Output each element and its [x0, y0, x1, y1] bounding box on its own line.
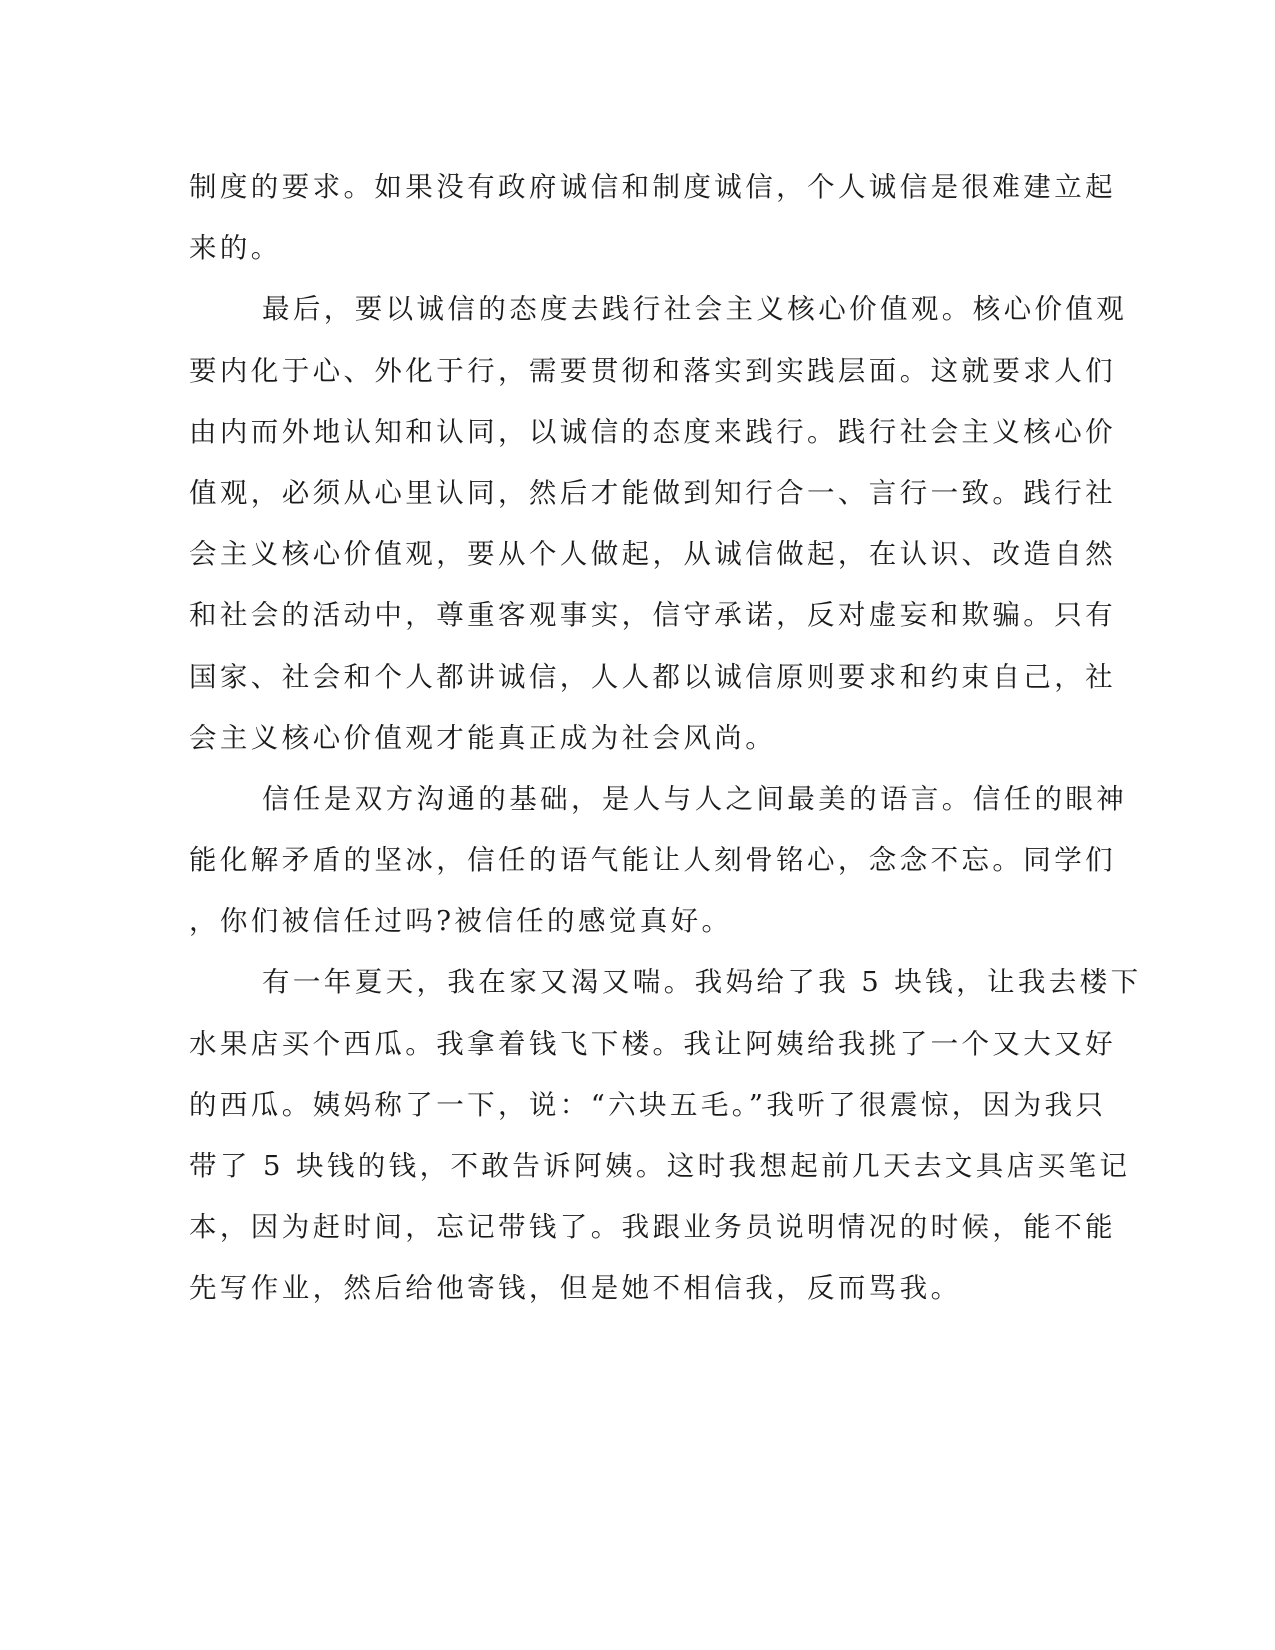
- text-line: 的西瓜。姨妈称了一下，说：“六块五毛。”我听了很震惊，因为我只: [189, 1088, 1107, 1121]
- text-line: 会主义核心价值观，要从个人做起，从诚信做起，在认识、改造自然: [189, 538, 1116, 571]
- text-line: 水果店买个西瓜。我拿着钱飞下楼。我让阿姨给我挑了一个又大又好: [189, 1027, 1116, 1060]
- text-line: 要内化于心、外化于行，需要贯彻和落实到实践层面。这就要求人们: [189, 354, 1116, 387]
- text-line: 先写作业，然后给他寄钱，但是她不相信我，反而骂我。: [189, 1272, 962, 1305]
- text-line: 有一年夏天，我在家又渴又喘。我妈给了我 5 块钱，让我去楼下: [262, 966, 1142, 999]
- text-line: 会主义核心价值观才能真正成为社会风尚。: [189, 721, 777, 754]
- text-line: 国家、社会和个人都讲诚信，人人都以诚信原则要求和约束自己，社: [189, 660, 1116, 693]
- text-line: 和社会的活动中，尊重客观事实，信守承诺，反对虚妄和欺骗。只有: [189, 599, 1116, 632]
- text-line: 制度的要求。如果没有政府诚信和制度诚信，个人诚信是很难建立起: [189, 171, 1116, 203]
- text-line: 值观，必须从心里认同，然后才能做到知行合一、言行一致。践行社: [189, 476, 1116, 509]
- text-line: ，你们被信任过吗?被信任的感觉真好。: [189, 905, 733, 938]
- text-line: 带了 5 块钱的钱，不敢告诉阿姨。这时我想起前几天去文具店买笔记: [189, 1150, 1131, 1182]
- text-line: 由内而外地认知和认同，以诚信的态度来践行。践行社会主义核心价: [189, 415, 1116, 448]
- text-line: 来的。: [189, 232, 282, 265]
- text-line: 信任是双方沟通的基础，是人与人之间最美的语言。信任的眼神: [262, 782, 1128, 815]
- text-line: 能化解矛盾的坚冰，信任的语气能让人刻骨铭心，念念不忘。同学们: [189, 844, 1116, 877]
- text-line: 最后，要以诚信的态度去践行社会主义核心价值观。核心价值观: [262, 293, 1128, 326]
- body-text: [189, 157, 1142, 1320]
- text-line: 本，因为赶时间，忘记带钱了。我跟业务员说明情况的时候，能不能: [189, 1211, 1116, 1244]
